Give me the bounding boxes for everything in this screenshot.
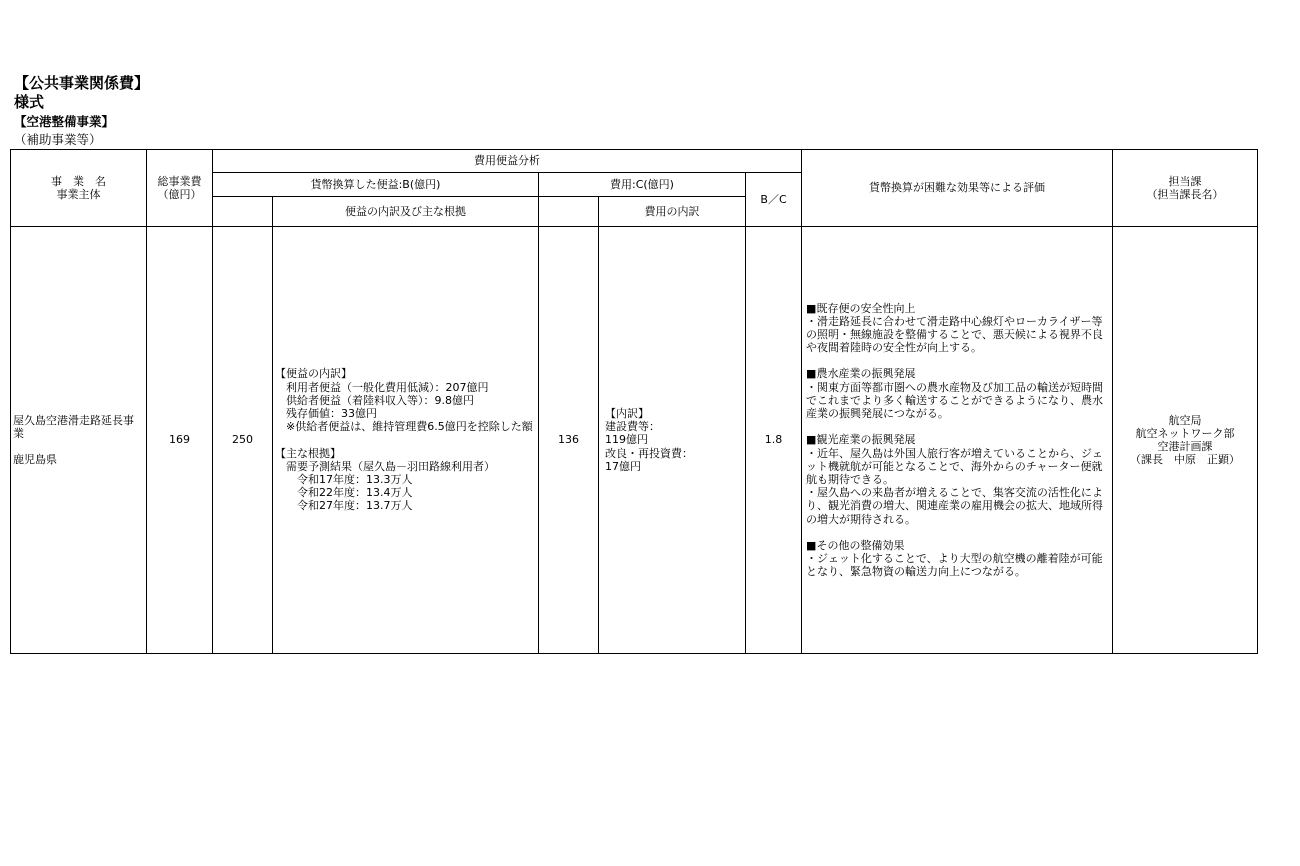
benefit-value: 250 xyxy=(213,227,273,654)
subcategory-label: （補助事業等） xyxy=(14,132,102,147)
department-value: 航空局 航空ネットワーク部 空港計画課 （課長 中原 正顕） xyxy=(1113,227,1258,654)
page-title: 【公共事業関係費】 xyxy=(14,74,150,92)
cost-detail: 【内訳】 建設費等： 119億円 改良・再投資費： 17億円 xyxy=(599,227,746,654)
header-cost: 費用:C(億円) xyxy=(539,173,746,197)
category-label: 【空港整備事業】 xyxy=(14,114,115,129)
cost-value: 136 xyxy=(539,227,599,654)
header-project: 事 業 名 事業主体 xyxy=(11,150,147,227)
benefit-detail: 【便益の内訳】 利用者便益（一般化費用低減）：207億円 供給者便益（着陸料収入等）：9.8億円 残存価値：33億円 ※供給者便益は、維持管理費6.5億円を控除した額 【主な根拠】 需要予測結果（屋久島－羽田路線利用者） 令和17年度：13.3万人 令和22年度：13.4万人 令和27年度：13.7万人 xyxy=(273,227,539,654)
header-cost-benefit-analysis: 費用便益分析 xyxy=(213,150,802,173)
total-cost-value: 169 xyxy=(147,227,213,654)
form-label: 様式 xyxy=(14,93,45,111)
header-total-cost: 総事業費 （億円） xyxy=(147,150,213,227)
header-cost-detail: 費用の内訳 xyxy=(599,197,746,227)
header-bc-ratio: B／C xyxy=(746,173,802,227)
cost-benefit-table xyxy=(10,149,1258,654)
header-benefit-spacer xyxy=(213,197,273,227)
header-department: 担当課 （担当課長名） xyxy=(1113,150,1258,227)
project-name: 屋久島空港滑走路延長事業 鹿児島県 xyxy=(11,227,147,654)
header-evaluation: 貨幣換算が困難な効果等による評価 xyxy=(802,150,1113,227)
header-benefit-detail: 便益の内訳及び主な根拠 xyxy=(273,197,539,227)
bc-ratio-value: 1.8 xyxy=(746,227,802,654)
evaluation-text: ■既存便の安全性向上 ・滑走路延長に合わせて滑走路中心線灯やローカライザー等の照明・無線施設を整備することで、悪天候による視界不良や夜間着陸時の安全性が向上する。 ■農水産業の振興発展 ・関東方面等都市圏への農水産物及び加工品の輸送が短時間でこれまでより多く輸送することができるようになり、農水産業の振興発展につながる。 ■観光産業の振興発展 ・近年、屋久島は外国人旅行客が増えていることから、ジェット機就航が可能となることで、海外からのチャーター便就航も期待できる。 ・屋久島への来島者が増えることで、集客交流の活性化により、観光消費の増大、関連産業の雇用機会の拡大、地域所得の増大が期待される。 ■その他の整備効果 ・ジェット化することで、より大型の航空機の離着陸が可能となり、緊急物資の輸送力向上につながる。 xyxy=(802,227,1113,654)
header-cost-spacer xyxy=(539,197,599,227)
header-benefit: 貨幣換算した便益:B(億円) xyxy=(213,173,539,197)
